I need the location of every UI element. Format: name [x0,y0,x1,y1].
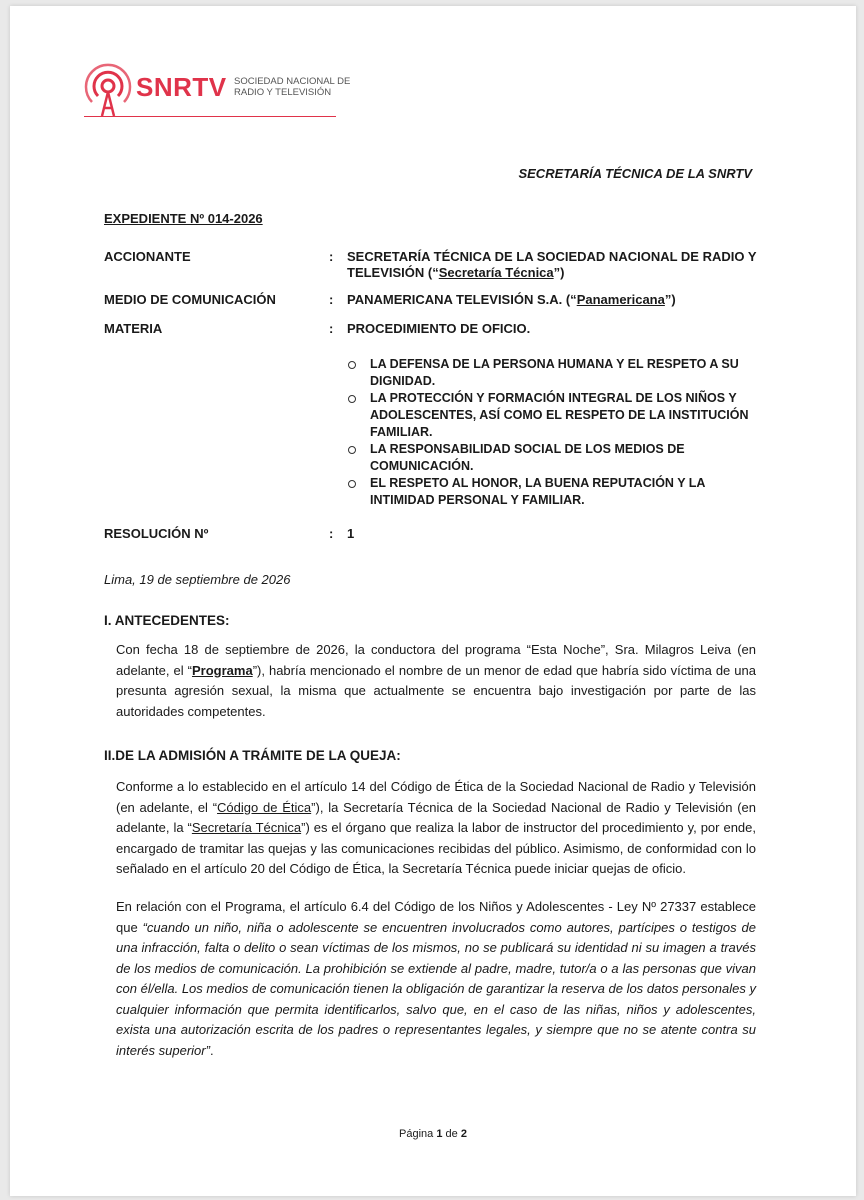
field-label: RESOLUCIÓN Nº [104,526,209,541]
field-colon: : [329,526,334,541]
total-page-number: 2 [460,1128,467,1140]
broadcast-tower-icon [84,62,132,118]
field-value [347,292,767,308]
paragraph-text: ”) es el órgano que realiza la labor de instructor del procedimiento y, por ende, encargado de tramitar las quejas y las comunicaciones recibidas del público. Asimismo, de conformidad con lo señalado en el artículo 20 del Código de Ética, la Secretaría Técnica puede iniciar quejas de oficio. [116,820,756,876]
field-value: 1 [347,526,355,541]
paragraph-text: En relación con el Programa, el artículo 6.4 del Código de los Niños y Adolescentes - Ley Nº 27337 establece que [116,899,756,935]
field-colon: : [329,249,334,264]
secretaria-header: SECRETARÍA TÉCNICA DE LA SNRTV [518,166,752,181]
section-heading-admision: II.DE LA ADMISIÓN A TRÁMITE DE LA QUEJA: [104,748,401,763]
paragraph-defined-term: Secretaría Técnica [191,820,302,835]
paragraph-antecedentes [116,640,756,722]
field-value: PROCEDIMIENTO DE OFICIO. [347,321,531,336]
field-colon: : [329,292,334,307]
paragraph-text: ”), la Secretaría Técnica de la Sociedad Nacional de Radio y Televisión (en adelante, la “ [116,799,756,835]
field-value-text: ”) [553,265,565,280]
field-value-underlined: Panamericana [576,292,665,307]
legal-quote: “cuando un niño, niña o adolescente se encuentren involucrados como autores, partícipes o testigos de una infracción, falta o delito o sean víctimas de los mismos, no se publicará su identidad ni su imagen a través de los medios de comunicación. La prohibición se extiende al padre, madre, tutor/a o a las personas que vivan con él/ella. Los medios de comunicación tienen la obligación de garantizar la reserva de los datos personales y cualquier información que permita identificarlos, salvo que, en el caso de las niñas, niños y adolescentes, exista una autorización escrita de los padres o representantes legales, y siempre que no se atente contra su interés superior” [116,919,756,1058]
current-page-number: 1 [436,1128,443,1140]
field-label: MATERIA [104,321,163,336]
materia-list [348,356,768,509]
list-item: EL RESPETO AL HONOR, LA BUENA REPUTACIÓN Y LA INTIMIDAD PERSONAL Y FAMILIAR. [348,475,768,509]
logo-subtitle-line-2: RADIO Y TELEVISIÓN [234,87,332,98]
paragraph-admision-1 [116,777,756,880]
paragraph-admision-2 [116,897,756,1061]
field-label: ACCIONANTE [104,249,191,264]
snrtv-logo [84,62,354,122]
paragraph-text: Conforme a lo establecido en el artículo 14 del Código de Ética de la Sociedad Nacional de Radio y Televisión (en adelante, el “ [116,779,756,815]
paragraph-text: ”), habría mencionado el nombre de un menor de edad que habría sido víctima de una presunta agresión sexual, la misma que actualmente se encuentra bajo investigación por parte de las autoridades competentes. [116,662,756,719]
page-footer [10,1128,856,1140]
footer-text: Página [399,1128,437,1140]
footer-text: de [442,1128,461,1140]
field-label: MEDIO DE COMUNICACIÓN [104,292,276,307]
document-page [10,6,856,1196]
paragraph-text: . [209,1042,214,1058]
logo-wordmark: SNRTV [136,72,227,102]
paragraph-text: Con fecha 18 de septiembre de 2026, la conductora del programa “Esta Noche”, Sra. Milagros Leiva (en adelante, el “ [116,642,756,678]
logo-subtitle [234,76,350,98]
header-divider [84,116,336,117]
list-item: LA PROTECCIÓN Y FORMACIÓN INTEGRAL DE LOS NIÑOS Y ADOLESCENTES, ASÍ COMO EL RESPETO DE LA INSTITUCIÓN FAMILIAR. [348,390,768,441]
list-item: LA DEFENSA DE LA PERSONA HUMANA Y EL RESPETO A SU DIGNIDAD. [348,356,768,390]
paragraph-defined-term: Código de Ética [217,799,312,815]
field-value-text: PANAMERICANA TELEVISIÓN S.A. (“ [347,292,577,307]
logo-subtitle-line-1: SOCIEDAD NACIONAL DE [234,76,351,87]
expediente-number: EXPEDIENTE Nº 014-2026 [104,211,263,226]
field-value-text: ”) [664,292,676,307]
field-value-text: SECRETARÍA TÉCNICA DE LA SOCIEDAD NACIONAL DE RADIO Y TELEVISIÓN (“ [347,249,757,280]
field-colon: : [329,321,334,336]
section-heading-antecedentes: I. ANTECEDENTES: [104,613,230,628]
document-date: Lima, 19 de septiembre de 2026 [104,572,291,587]
list-item: LA RESPONSABILIDAD SOCIAL DE LOS MEDIOS DE COMUNICACIÓN. [348,441,768,475]
paragraph-defined-term: Programa [191,662,253,678]
field-value-underlined: Secretaría Técnica [438,265,554,280]
field-value [347,249,767,281]
